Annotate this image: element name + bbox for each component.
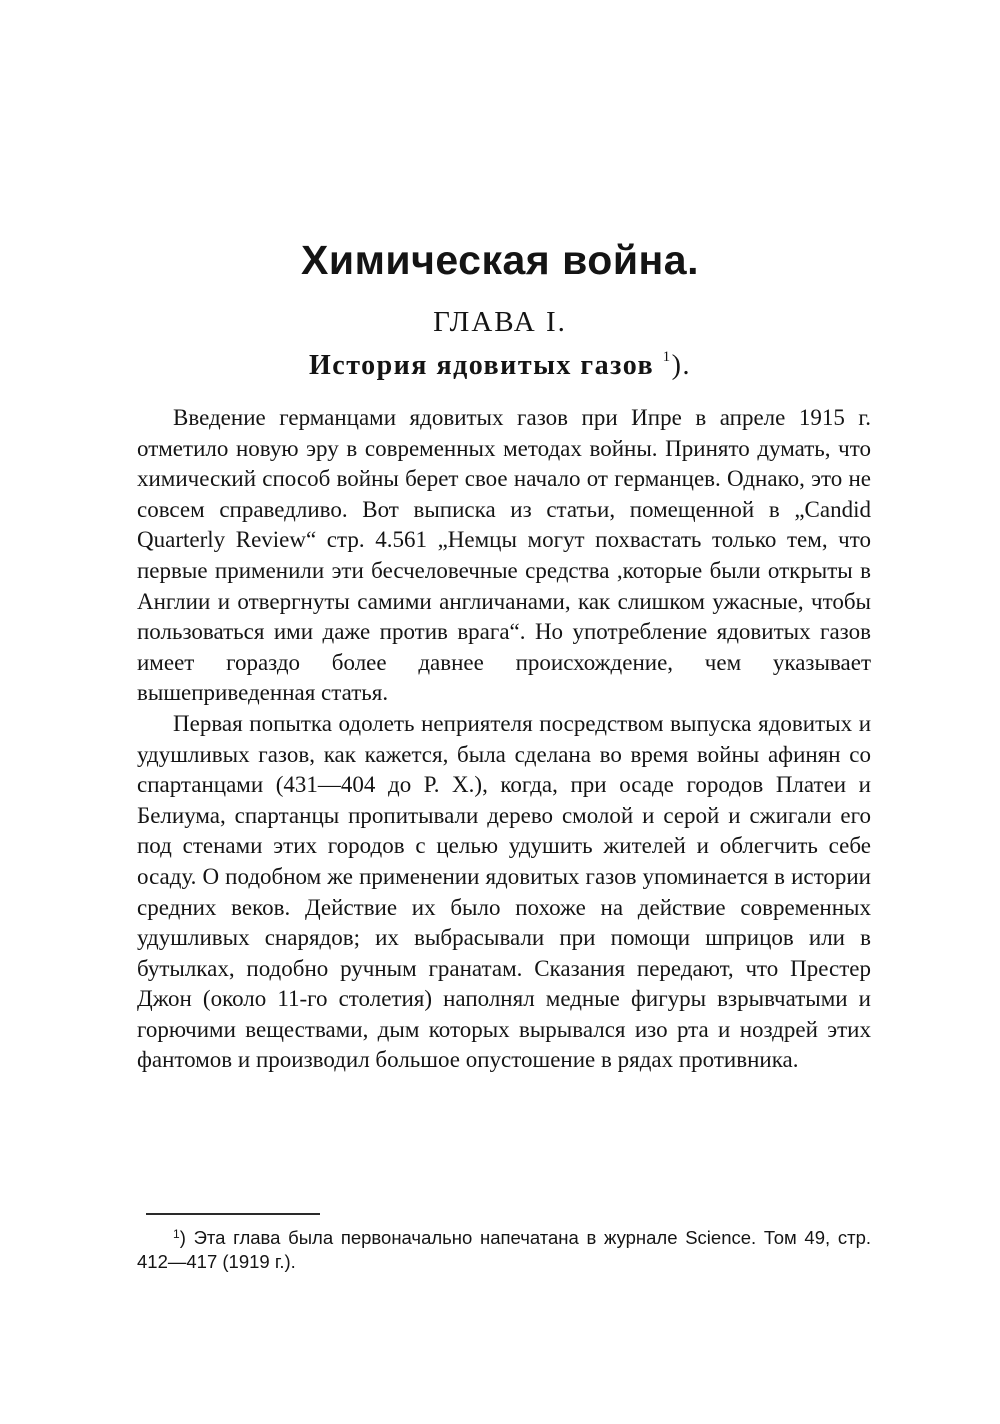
document-title: Химическая война. bbox=[301, 237, 699, 283]
subtitle-closing: ). bbox=[671, 350, 691, 381]
footnote-bracket: ) bbox=[179, 1227, 186, 1248]
footnote bbox=[137, 1226, 871, 1274]
paragraph-1: Введение германцами ядовитых газов при Ипре в апреле 1915 г. отметило новую эру в современных методах войны. Принято думать, что химический способ войны берет свое начало от германцев. Однако, это не совсем справедливо. Вот выписка из статьи, помещенной в „Candid Quarterly Review“ стр. 4.561 „Немцы могут похвастать только тем, что первые применили эти бесчеловечные средства ,которые были открыты в Англии и отвергнуты самими англичанами, как слишком ужасные, чтобы пользоваться ими даже против врага“. Но употребление ядовитых газов имеет гораздо более давнее происхождение, чем указывает вышеприведенная статья. bbox=[137, 405, 871, 706]
footnote-mark: 1 bbox=[173, 1227, 180, 1241]
chapter-heading: ГЛАВА I. bbox=[433, 306, 567, 338]
body-text bbox=[137, 403, 871, 1076]
footnote-text: Эта глава была первоначально напечатана в журнале Science. Том 49, стр. 412—417 (1919 г.). bbox=[137, 1227, 872, 1272]
chapter-subtitle-text: История ядовитых газов bbox=[309, 350, 655, 381]
footnote-separator bbox=[146, 1213, 320, 1215]
chapter-subtitle bbox=[0, 344, 1000, 388]
paragraph-2: Первая попытка одолеть неприятеля посредством выпуска ядовитых и удушливых газов, как кажется, была сделана во время войны афинян со спартанцами (431—404 до Р. Х.), когда, при осаде городов Платеи и Белиума, спартанцы пропитывали дерево смолой и серой и сжигали его под стенами этих городов с целью удушить жителей и облегчить себе осаду. О подобном же применении ядовитых газов упоминается в истории средних веков. Действие их было похоже на действие современных удушливых снарядов; их выбрасывали при помощи шприцов или в бутылках, подобно ручным гранатам. Сказания передают, что Престер Джон (около 11-го столетия) наполнял медные фигуры взрывчатыми и горючими веществами, дым которых вырывался изо рта и ноздрей этих фантомов и производил большое опустошение в рядах противника. bbox=[137, 710, 871, 1073]
footnote-reference: 1 bbox=[662, 349, 672, 365]
